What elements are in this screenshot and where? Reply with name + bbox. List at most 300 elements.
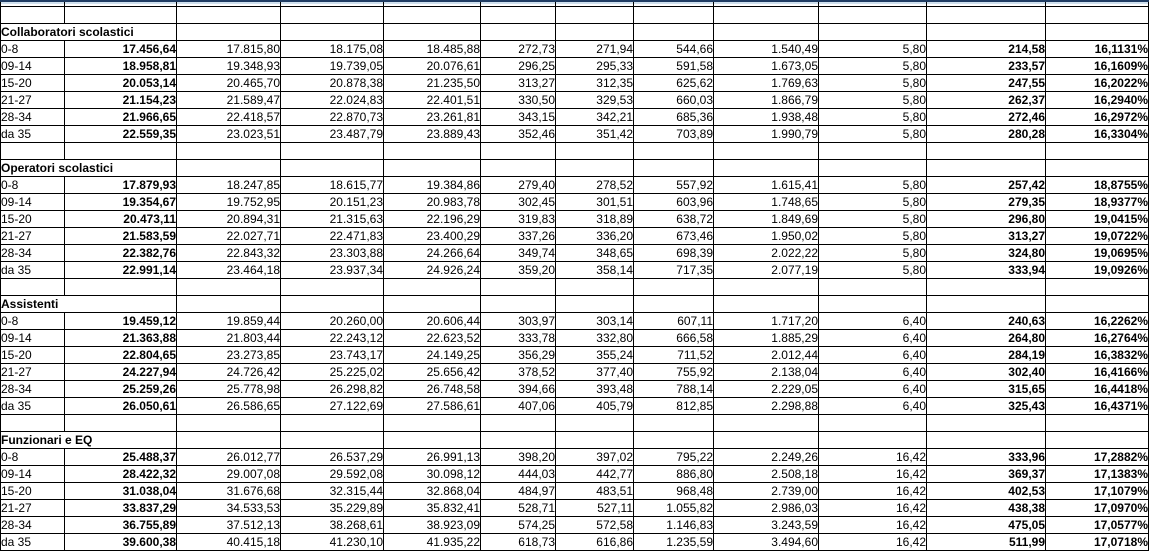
cell[interactable] <box>177 279 281 296</box>
cell[interactable] <box>634 160 714 177</box>
value-cell[interactable]: 698,39 <box>634 245 714 262</box>
value-cell[interactable]: 26.050,61 <box>65 398 177 415</box>
value-cell[interactable]: 337,26 <box>481 228 556 245</box>
value-cell[interactable]: 333,78 <box>481 330 556 347</box>
value-cell[interactable]: 279,35 <box>927 194 1046 211</box>
percent-cell[interactable]: 18,8755% <box>1046 177 1149 194</box>
value-cell[interactable]: 356,29 <box>481 347 556 364</box>
value-cell[interactable]: 444,03 <box>481 466 556 483</box>
value-cell[interactable]: 25.656,42 <box>384 364 481 381</box>
value-cell[interactable]: 21.235,50 <box>384 75 481 92</box>
value-cell[interactable]: 1.748,65 <box>714 194 819 211</box>
value-cell[interactable]: 20.260,00 <box>281 313 384 330</box>
value-cell[interactable]: 2.229,05 <box>714 381 819 398</box>
value-cell[interactable]: 23.023,51 <box>177 126 281 143</box>
value-cell[interactable]: 26.012,77 <box>177 449 281 466</box>
value-cell[interactable]: 24.227,94 <box>65 364 177 381</box>
cell[interactable] <box>556 160 634 177</box>
value-cell[interactable]: 24.149,25 <box>384 347 481 364</box>
value-cell[interactable]: 6,40 <box>819 364 927 381</box>
value-cell[interactable]: 1.673,05 <box>714 58 819 75</box>
value-cell[interactable]: 405,79 <box>556 398 634 415</box>
cell[interactable] <box>714 432 819 449</box>
cell[interactable] <box>556 24 634 41</box>
row-label[interactable]: da 35 <box>1 398 65 415</box>
value-cell[interactable]: 484,97 <box>481 483 556 500</box>
cell[interactable] <box>556 415 634 432</box>
cell[interactable] <box>481 160 556 177</box>
value-cell[interactable]: 32.315,44 <box>281 483 384 500</box>
value-cell[interactable]: 2.012,44 <box>714 347 819 364</box>
value-cell[interactable]: 41.230,10 <box>281 534 384 551</box>
value-cell[interactable]: 19.859,44 <box>177 313 281 330</box>
value-cell[interactable]: 20.878,38 <box>281 75 384 92</box>
value-cell[interactable]: 18.485,88 <box>384 41 481 58</box>
value-cell[interactable]: 295,33 <box>556 58 634 75</box>
value-cell[interactable]: 2.249,26 <box>714 449 819 466</box>
value-cell[interactable]: 27.122,69 <box>281 398 384 415</box>
percent-cell[interactable]: 17,1079% <box>1046 483 1149 500</box>
value-cell[interactable]: 296,25 <box>481 58 556 75</box>
value-cell[interactable]: 2.298,88 <box>714 398 819 415</box>
value-cell[interactable]: 1.717,20 <box>714 313 819 330</box>
value-cell[interactable]: 475,05 <box>927 517 1046 534</box>
cell[interactable] <box>481 279 556 296</box>
value-cell[interactable]: 5,80 <box>819 126 927 143</box>
row-label[interactable]: 21-27 <box>1 500 65 517</box>
value-cell[interactable]: 5,80 <box>819 109 927 126</box>
value-cell[interactable]: 342,21 <box>556 109 634 126</box>
value-cell[interactable]: 5,80 <box>819 228 927 245</box>
percent-cell[interactable]: 16,2022% <box>1046 75 1149 92</box>
row-label[interactable]: 0-8 <box>1 449 65 466</box>
value-cell[interactable]: 41.935,22 <box>384 534 481 551</box>
value-cell[interactable]: 17.456,64 <box>65 41 177 58</box>
value-cell[interactable]: 23.400,29 <box>384 228 481 245</box>
cell[interactable] <box>481 296 556 313</box>
cell[interactable] <box>384 143 481 160</box>
section-title[interactable]: Funzionari e EQ <box>1 432 177 449</box>
percent-cell[interactable]: 19,0415% <box>1046 211 1149 228</box>
value-cell[interactable]: 1.866,79 <box>714 92 819 109</box>
value-cell[interactable]: 336,20 <box>556 228 634 245</box>
value-cell[interactable]: 5,80 <box>819 245 927 262</box>
value-cell[interactable]: 402,53 <box>927 483 1046 500</box>
value-cell[interactable]: 369,37 <box>927 466 1046 483</box>
value-cell[interactable]: 511,99 <box>927 534 1046 551</box>
value-cell[interactable]: 5,80 <box>819 58 927 75</box>
value-cell[interactable]: 1.938,48 <box>714 109 819 126</box>
value-cell[interactable]: 21.803,44 <box>177 330 281 347</box>
row-label[interactable]: da 35 <box>1 262 65 279</box>
cell[interactable] <box>634 24 714 41</box>
cell[interactable] <box>927 415 1046 432</box>
value-cell[interactable]: 20.151,23 <box>281 194 384 211</box>
value-cell[interactable]: 38.923,09 <box>384 517 481 534</box>
value-cell[interactable]: 17.879,93 <box>65 177 177 194</box>
value-cell[interactable]: 30.098,12 <box>384 466 481 483</box>
cell[interactable] <box>556 7 634 24</box>
value-cell[interactable]: 16,42 <box>819 466 927 483</box>
value-cell[interactable]: 685,36 <box>634 109 714 126</box>
value-cell[interactable]: 557,92 <box>634 177 714 194</box>
value-cell[interactable]: 19.739,05 <box>281 58 384 75</box>
cell[interactable] <box>819 143 927 160</box>
cell[interactable] <box>281 160 384 177</box>
cell[interactable] <box>556 296 634 313</box>
value-cell[interactable]: 21.315,63 <box>281 211 384 228</box>
row-label[interactable]: 21-27 <box>1 92 65 109</box>
value-cell[interactable]: 349,74 <box>481 245 556 262</box>
value-cell[interactable]: 20.076,61 <box>384 58 481 75</box>
cell[interactable] <box>65 7 177 24</box>
value-cell[interactable]: 711,52 <box>634 347 714 364</box>
value-cell[interactable]: 5,80 <box>819 92 927 109</box>
value-cell[interactable]: 20.606,44 <box>384 313 481 330</box>
value-cell[interactable]: 257,42 <box>927 177 1046 194</box>
value-cell[interactable]: 26.537,29 <box>281 449 384 466</box>
value-cell[interactable]: 1.146,83 <box>634 517 714 534</box>
value-cell[interactable]: 271,94 <box>556 41 634 58</box>
row-label[interactable]: 09-14 <box>1 330 65 347</box>
section-title[interactable]: Operatori scolastici <box>1 160 177 177</box>
value-cell[interactable]: 23.273,85 <box>177 347 281 364</box>
cell[interactable] <box>819 296 927 313</box>
value-cell[interactable]: 32.868,04 <box>384 483 481 500</box>
cell[interactable] <box>384 160 481 177</box>
value-cell[interactable]: 616,86 <box>556 534 634 551</box>
value-cell[interactable]: 28.422,32 <box>65 466 177 483</box>
value-cell[interactable]: 247,55 <box>927 75 1046 92</box>
value-cell[interactable]: 19.384,86 <box>384 177 481 194</box>
percent-cell[interactable]: 17,0970% <box>1046 500 1149 517</box>
value-cell[interactable]: 660,03 <box>634 92 714 109</box>
cell[interactable] <box>1046 296 1149 313</box>
row-label[interactable]: 28-34 <box>1 381 65 398</box>
value-cell[interactable]: 22.804,65 <box>65 347 177 364</box>
percent-cell[interactable]: 19,0926% <box>1046 262 1149 279</box>
cell[interactable] <box>819 432 927 449</box>
value-cell[interactable]: 332,80 <box>556 330 634 347</box>
value-cell[interactable]: 2.739,00 <box>714 483 819 500</box>
value-cell[interactable]: 21.363,88 <box>65 330 177 347</box>
value-cell[interactable]: 618,73 <box>481 534 556 551</box>
value-cell[interactable]: 442,77 <box>556 466 634 483</box>
value-cell[interactable]: 25.488,37 <box>65 449 177 466</box>
value-cell[interactable]: 35.229,89 <box>281 500 384 517</box>
value-cell[interactable]: 359,20 <box>481 262 556 279</box>
value-cell[interactable]: 29.007,08 <box>177 466 281 483</box>
percent-cell[interactable]: 18,9377% <box>1046 194 1149 211</box>
value-cell[interactable]: 397,02 <box>556 449 634 466</box>
value-cell[interactable]: 398,20 <box>481 449 556 466</box>
value-cell[interactable]: 1.615,41 <box>714 177 819 194</box>
value-cell[interactable]: 27.586,61 <box>384 398 481 415</box>
value-cell[interactable]: 21.583,59 <box>65 228 177 245</box>
value-cell[interactable]: 20.894,31 <box>177 211 281 228</box>
value-cell[interactable]: 544,66 <box>634 41 714 58</box>
value-cell[interactable]: 1.769,63 <box>714 75 819 92</box>
value-cell[interactable]: 315,65 <box>927 381 1046 398</box>
value-cell[interactable]: 603,96 <box>634 194 714 211</box>
value-cell[interactable]: 22.196,29 <box>384 211 481 228</box>
row-label[interactable]: 09-14 <box>1 466 65 483</box>
row-label[interactable]: 15-20 <box>1 211 65 228</box>
value-cell[interactable]: 5,80 <box>819 262 927 279</box>
row-label[interactable]: 0-8 <box>1 41 65 58</box>
cell[interactable] <box>177 7 281 24</box>
value-cell[interactable]: 528,71 <box>481 500 556 517</box>
cell[interactable] <box>714 279 819 296</box>
cell[interactable] <box>481 432 556 449</box>
value-cell[interactable]: 18.247,85 <box>177 177 281 194</box>
cell[interactable] <box>65 415 177 432</box>
cell[interactable] <box>634 143 714 160</box>
value-cell[interactable]: 438,38 <box>927 500 1046 517</box>
value-cell[interactable]: 6,40 <box>819 347 927 364</box>
value-cell[interactable]: 352,46 <box>481 126 556 143</box>
cell[interactable] <box>177 24 281 41</box>
value-cell[interactable]: 16,42 <box>819 483 927 500</box>
value-cell[interactable]: 1.990,79 <box>714 126 819 143</box>
row-label[interactable]: 09-14 <box>1 58 65 75</box>
value-cell[interactable]: 607,11 <box>634 313 714 330</box>
value-cell[interactable]: 24.726,42 <box>177 364 281 381</box>
cell[interactable] <box>927 160 1046 177</box>
value-cell[interactable]: 2.508,18 <box>714 466 819 483</box>
row-label[interactable]: 21-27 <box>1 364 65 381</box>
value-cell[interactable]: 22.559,35 <box>65 126 177 143</box>
value-cell[interactable]: 333,96 <box>927 449 1046 466</box>
value-cell[interactable]: 24.926,24 <box>384 262 481 279</box>
cell[interactable] <box>177 415 281 432</box>
cell[interactable] <box>634 432 714 449</box>
cell[interactable] <box>1 415 65 432</box>
value-cell[interactable]: 1.885,29 <box>714 330 819 347</box>
value-cell[interactable]: 355,24 <box>556 347 634 364</box>
value-cell[interactable]: 325,43 <box>927 398 1046 415</box>
cell[interactable] <box>556 143 634 160</box>
cell[interactable] <box>714 24 819 41</box>
cell[interactable] <box>384 296 481 313</box>
value-cell[interactable]: 20.983,78 <box>384 194 481 211</box>
value-cell[interactable]: 5,80 <box>819 75 927 92</box>
row-label[interactable]: 09-14 <box>1 194 65 211</box>
value-cell[interactable]: 284,19 <box>927 347 1046 364</box>
cell[interactable] <box>384 415 481 432</box>
value-cell[interactable]: 23.937,34 <box>281 262 384 279</box>
percent-cell[interactable]: 17,0577% <box>1046 517 1149 534</box>
value-cell[interactable]: 591,58 <box>634 58 714 75</box>
percent-cell[interactable]: 16,3832% <box>1046 347 1149 364</box>
value-cell[interactable]: 329,53 <box>556 92 634 109</box>
value-cell[interactable]: 23.743,17 <box>281 347 384 364</box>
value-cell[interactable]: 6,40 <box>819 313 927 330</box>
value-cell[interactable]: 703,89 <box>634 126 714 143</box>
value-cell[interactable]: 795,22 <box>634 449 714 466</box>
cell[interactable] <box>927 7 1046 24</box>
value-cell[interactable]: 393,48 <box>556 381 634 398</box>
percent-cell[interactable]: 16,4371% <box>1046 398 1149 415</box>
cell[interactable] <box>556 432 634 449</box>
cell[interactable] <box>714 296 819 313</box>
value-cell[interactable]: 312,35 <box>556 75 634 92</box>
cell[interactable] <box>1046 279 1149 296</box>
value-cell[interactable]: 264,80 <box>927 330 1046 347</box>
percent-cell[interactable]: 17,1383% <box>1046 466 1149 483</box>
percent-cell[interactable]: 16,2940% <box>1046 92 1149 109</box>
value-cell[interactable]: 22.843,32 <box>177 245 281 262</box>
cell[interactable] <box>481 24 556 41</box>
value-cell[interactable]: 6,40 <box>819 398 927 415</box>
percent-cell[interactable]: 19,0722% <box>1046 228 1149 245</box>
cell[interactable] <box>927 432 1046 449</box>
cell[interactable] <box>1046 24 1149 41</box>
value-cell[interactable]: 19.752,95 <box>177 194 281 211</box>
cell[interactable] <box>556 279 634 296</box>
value-cell[interactable]: 19.459,12 <box>65 313 177 330</box>
row-label[interactable]: da 35 <box>1 126 65 143</box>
value-cell[interactable]: 22.471,83 <box>281 228 384 245</box>
value-cell[interactable]: 40.415,18 <box>177 534 281 551</box>
value-cell[interactable]: 527,11 <box>556 500 634 517</box>
value-cell[interactable]: 16,42 <box>819 500 927 517</box>
cell[interactable] <box>481 415 556 432</box>
cell[interactable] <box>481 7 556 24</box>
value-cell[interactable]: 22.991,14 <box>65 262 177 279</box>
value-cell[interactable]: 1.235,59 <box>634 534 714 551</box>
cell[interactable] <box>177 296 281 313</box>
value-cell[interactable]: 3.494,60 <box>714 534 819 551</box>
value-cell[interactable]: 5,80 <box>819 194 927 211</box>
value-cell[interactable]: 22.623,52 <box>384 330 481 347</box>
value-cell[interactable]: 324,80 <box>927 245 1046 262</box>
value-cell[interactable]: 272,46 <box>927 109 1046 126</box>
cell[interactable] <box>819 24 927 41</box>
value-cell[interactable]: 233,57 <box>927 58 1046 75</box>
row-label[interactable]: 28-34 <box>1 517 65 534</box>
value-cell[interactable]: 5,80 <box>819 211 927 228</box>
value-cell[interactable]: 22.243,12 <box>281 330 384 347</box>
value-cell[interactable]: 2.986,03 <box>714 500 819 517</box>
value-cell[interactable]: 35.832,41 <box>384 500 481 517</box>
cell[interactable] <box>384 432 481 449</box>
cell[interactable] <box>1046 160 1149 177</box>
value-cell[interactable]: 23.889,43 <box>384 126 481 143</box>
value-cell[interactable]: 25.259,26 <box>65 381 177 398</box>
value-cell[interactable]: 262,37 <box>927 92 1046 109</box>
value-cell[interactable]: 21.966,65 <box>65 109 177 126</box>
value-cell[interactable]: 34.533,53 <box>177 500 281 517</box>
value-cell[interactable]: 26.586,65 <box>177 398 281 415</box>
cell[interactable] <box>281 279 384 296</box>
percent-cell[interactable]: 16,2262% <box>1046 313 1149 330</box>
row-label[interactable]: 0-8 <box>1 313 65 330</box>
percent-cell[interactable]: 16,4418% <box>1046 381 1149 398</box>
row-label[interactable]: 15-20 <box>1 347 65 364</box>
value-cell[interactable]: 378,52 <box>481 364 556 381</box>
value-cell[interactable]: 20.053,14 <box>65 75 177 92</box>
value-cell[interactable]: 6,40 <box>819 381 927 398</box>
value-cell[interactable]: 19.354,67 <box>65 194 177 211</box>
value-cell[interactable]: 313,27 <box>927 228 1046 245</box>
percent-cell[interactable]: 16,2972% <box>1046 109 1149 126</box>
cell[interactable] <box>927 296 1046 313</box>
cell[interactable] <box>714 143 819 160</box>
cell[interactable] <box>634 415 714 432</box>
value-cell[interactable]: 755,92 <box>634 364 714 381</box>
value-cell[interactable]: 16,42 <box>819 449 927 466</box>
value-cell[interactable]: 638,72 <box>634 211 714 228</box>
cell[interactable] <box>65 279 177 296</box>
value-cell[interactable]: 574,25 <box>481 517 556 534</box>
value-cell[interactable]: 39.600,38 <box>65 534 177 551</box>
value-cell[interactable]: 358,14 <box>556 262 634 279</box>
value-cell[interactable]: 24.266,64 <box>384 245 481 262</box>
value-cell[interactable]: 303,97 <box>481 313 556 330</box>
cell[interactable] <box>634 296 714 313</box>
cell[interactable] <box>819 160 927 177</box>
cell[interactable] <box>177 160 281 177</box>
value-cell[interactable]: 407,06 <box>481 398 556 415</box>
row-label[interactable]: 28-34 <box>1 109 65 126</box>
row-label[interactable]: 15-20 <box>1 483 65 500</box>
value-cell[interactable]: 788,14 <box>634 381 714 398</box>
row-label[interactable]: 21-27 <box>1 228 65 245</box>
value-cell[interactable]: 886,80 <box>634 466 714 483</box>
cell[interactable] <box>1 143 65 160</box>
value-cell[interactable]: 318,89 <box>556 211 634 228</box>
value-cell[interactable]: 21.589,47 <box>177 92 281 109</box>
value-cell[interactable]: 2.138,04 <box>714 364 819 381</box>
cell[interactable] <box>1046 432 1149 449</box>
value-cell[interactable]: 22.027,71 <box>177 228 281 245</box>
value-cell[interactable]: 1.055,82 <box>634 500 714 517</box>
value-cell[interactable]: 6,40 <box>819 330 927 347</box>
value-cell[interactable]: 319,83 <box>481 211 556 228</box>
cell[interactable] <box>384 7 481 24</box>
value-cell[interactable]: 5,80 <box>819 41 927 58</box>
cell[interactable] <box>927 279 1046 296</box>
value-cell[interactable]: 20.473,11 <box>65 211 177 228</box>
percent-cell[interactable]: 17,2882% <box>1046 449 1149 466</box>
value-cell[interactable]: 31.038,04 <box>65 483 177 500</box>
cell[interactable] <box>384 279 481 296</box>
value-cell[interactable]: 572,58 <box>556 517 634 534</box>
value-cell[interactable]: 2.022,22 <box>714 245 819 262</box>
value-cell[interactable]: 26.748,58 <box>384 381 481 398</box>
value-cell[interactable]: 666,58 <box>634 330 714 347</box>
cell[interactable] <box>177 432 281 449</box>
cell[interactable] <box>1046 143 1149 160</box>
value-cell[interactable]: 333,94 <box>927 262 1046 279</box>
value-cell[interactable]: 20.465,70 <box>177 75 281 92</box>
value-cell[interactable]: 5,80 <box>819 177 927 194</box>
value-cell[interactable]: 17.815,80 <box>177 41 281 58</box>
cell[interactable] <box>819 279 927 296</box>
value-cell[interactable]: 625,62 <box>634 75 714 92</box>
cell[interactable] <box>281 432 384 449</box>
value-cell[interactable]: 717,35 <box>634 262 714 279</box>
value-cell[interactable]: 1.950,02 <box>714 228 819 245</box>
cell[interactable] <box>1 279 65 296</box>
value-cell[interactable]: 21.154,23 <box>65 92 177 109</box>
value-cell[interactable]: 377,40 <box>556 364 634 381</box>
value-cell[interactable]: 673,46 <box>634 228 714 245</box>
value-cell[interactable]: 302,45 <box>481 194 556 211</box>
percent-cell[interactable]: 17,0718% <box>1046 534 1149 551</box>
section-title[interactable]: Collaboratori scolastici <box>1 24 177 41</box>
